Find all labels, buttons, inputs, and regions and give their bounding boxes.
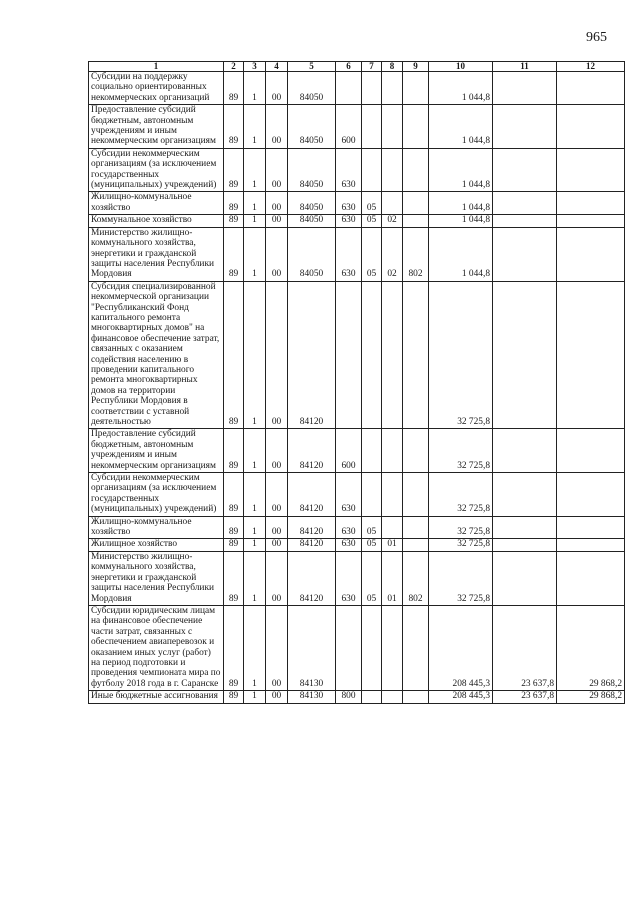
item-name-cell: Субсидия специализированной некоммерческой организации "Республиканский Фонд капитального ремонта многоквартирных домов" на финансовое обеспечение затрат, связанных с оказанием содействия населению в проведении капитального ремонта многоквартирных домов на территории Республики Мордовия в соответствии с уставной деятельностью	[89, 281, 224, 429]
code-cell: 00	[266, 429, 288, 473]
code-cell: 600	[336, 429, 362, 473]
code-cell: 89	[224, 192, 244, 215]
amount-cell: 32 725,8	[429, 539, 493, 551]
code-cell: 89	[224, 551, 244, 605]
table-row	[89, 227, 625, 281]
amount-cell	[557, 539, 625, 551]
code-cell	[403, 473, 429, 517]
code-cell: 1	[244, 227, 266, 281]
amount-cell	[557, 473, 625, 517]
amount-cell: 208 445,3	[429, 691, 493, 703]
amount-cell: 208 445,3	[429, 605, 493, 690]
code-cell: 00	[266, 551, 288, 605]
amount-cell: 1 044,8	[429, 105, 493, 149]
code-cell: 1	[244, 516, 266, 539]
code-cell: 89	[224, 539, 244, 551]
table-row	[89, 105, 625, 149]
amount-cell: 1 044,8	[429, 215, 493, 227]
item-name-cell: Субсидии на поддержку социально ориентированных некоммерческих организаций	[89, 72, 224, 105]
code-cell: 89	[224, 691, 244, 703]
code-cell	[403, 516, 429, 539]
code-cell: 630	[336, 551, 362, 605]
code-cell: 00	[266, 605, 288, 690]
code-cell: 01	[382, 551, 403, 605]
code-cell	[403, 281, 429, 429]
code-cell	[336, 605, 362, 690]
table-row	[89, 516, 625, 539]
code-cell	[382, 691, 403, 703]
item-name-cell: Предоставление субсидий бюджетным, автономным учреждениям и иным некоммерческим организациям	[89, 105, 224, 149]
code-cell: 84120	[288, 429, 336, 473]
code-cell	[336, 72, 362, 105]
code-cell: 1	[244, 539, 266, 551]
code-cell: 84120	[288, 281, 336, 429]
code-cell	[362, 148, 382, 192]
code-cell	[382, 605, 403, 690]
code-cell: 630	[336, 473, 362, 517]
amount-cell	[557, 429, 625, 473]
code-cell: 1	[244, 281, 266, 429]
code-cell: 05	[362, 227, 382, 281]
code-cell	[403, 72, 429, 105]
code-cell: 89	[224, 72, 244, 105]
table-row	[89, 215, 625, 227]
code-cell: 1	[244, 148, 266, 192]
code-cell	[382, 516, 403, 539]
code-cell: 00	[266, 281, 288, 429]
amount-cell: 23 637,8	[493, 691, 557, 703]
code-cell: 1	[244, 551, 266, 605]
code-cell: 84130	[288, 605, 336, 690]
code-cell: 84130	[288, 691, 336, 703]
budget-table	[88, 61, 625, 704]
amount-cell	[493, 281, 557, 429]
column-header: 12	[557, 62, 625, 72]
code-cell	[403, 148, 429, 192]
code-cell: 630	[336, 192, 362, 215]
code-cell	[382, 429, 403, 473]
table-row	[89, 605, 625, 690]
code-cell	[362, 105, 382, 149]
code-cell	[382, 148, 403, 192]
amount-cell	[493, 192, 557, 215]
code-cell	[403, 429, 429, 473]
code-cell: 89	[224, 516, 244, 539]
amount-cell	[557, 516, 625, 539]
header-row	[89, 62, 625, 72]
item-name-cell: Министерство жилищно-коммунального хозяйства, энергетики и гражданской защиты населения Республики Мордовия	[89, 227, 224, 281]
amount-cell	[493, 429, 557, 473]
code-cell	[382, 281, 403, 429]
item-name-cell: Субсидии некоммерческим организациям (за исключением государственных (муниципальных) учреждений)	[89, 148, 224, 192]
code-cell: 00	[266, 227, 288, 281]
code-cell	[403, 691, 429, 703]
table-row	[89, 281, 625, 429]
code-cell: 00	[266, 516, 288, 539]
code-cell: 84050	[288, 148, 336, 192]
amount-cell	[557, 72, 625, 105]
item-name-cell: Иные бюджетные ассигнования	[89, 691, 224, 703]
code-cell	[336, 281, 362, 429]
code-cell	[403, 105, 429, 149]
code-cell: 05	[362, 516, 382, 539]
amount-cell	[493, 473, 557, 517]
code-cell: 00	[266, 72, 288, 105]
amount-cell: 32 725,8	[429, 429, 493, 473]
amount-cell: 29 868,2	[557, 605, 625, 690]
code-cell: 05	[362, 539, 382, 551]
amount-cell	[493, 516, 557, 539]
amount-cell	[557, 215, 625, 227]
column-header: 1	[89, 62, 224, 72]
code-cell: 84050	[288, 105, 336, 149]
code-cell: 1	[244, 72, 266, 105]
code-cell: 00	[266, 215, 288, 227]
amount-cell	[493, 215, 557, 227]
amount-cell: 1 044,8	[429, 227, 493, 281]
code-cell	[362, 473, 382, 517]
table-row	[89, 148, 625, 192]
code-cell: 630	[336, 227, 362, 281]
code-cell: 84120	[288, 516, 336, 539]
page-number: 965	[586, 30, 607, 45]
code-cell	[382, 192, 403, 215]
code-cell	[382, 105, 403, 149]
code-cell: 89	[224, 148, 244, 192]
code-cell: 00	[266, 105, 288, 149]
code-cell: 89	[224, 473, 244, 517]
code-cell: 89	[224, 605, 244, 690]
code-cell	[362, 72, 382, 105]
column-header: 10	[429, 62, 493, 72]
amount-cell	[557, 281, 625, 429]
code-cell	[382, 473, 403, 517]
code-cell: 84120	[288, 539, 336, 551]
code-cell: 02	[382, 215, 403, 227]
code-cell: 600	[336, 105, 362, 149]
item-name-cell: Жилищное хозяйство	[89, 539, 224, 551]
code-cell: 630	[336, 516, 362, 539]
code-cell: 630	[336, 148, 362, 192]
code-cell: 00	[266, 539, 288, 551]
item-name-cell: Субсидии некоммерческим организациям (за исключением государственных (муниципальных) учреждений)	[89, 473, 224, 517]
code-cell: 1	[244, 691, 266, 703]
code-cell: 1	[244, 473, 266, 517]
table-row	[89, 429, 625, 473]
code-cell: 89	[224, 105, 244, 149]
amount-cell	[493, 105, 557, 149]
table-row	[89, 192, 625, 215]
amount-cell: 1 044,8	[429, 192, 493, 215]
code-cell: 89	[224, 215, 244, 227]
code-cell	[403, 215, 429, 227]
amount-cell	[557, 227, 625, 281]
amount-cell	[557, 551, 625, 605]
code-cell: 84050	[288, 227, 336, 281]
code-cell: 89	[224, 429, 244, 473]
column-header: 11	[493, 62, 557, 72]
code-cell	[403, 192, 429, 215]
table-row	[89, 539, 625, 551]
code-cell: 800	[336, 691, 362, 703]
amount-cell: 1 044,8	[429, 148, 493, 192]
code-cell: 630	[336, 215, 362, 227]
code-cell: 1	[244, 215, 266, 227]
code-cell	[362, 429, 382, 473]
amount-cell	[557, 105, 625, 149]
table-row	[89, 473, 625, 517]
code-cell: 84120	[288, 473, 336, 517]
column-header: 9	[403, 62, 429, 72]
amount-cell: 32 725,8	[429, 473, 493, 517]
code-cell	[362, 281, 382, 429]
code-cell: 89	[224, 227, 244, 281]
code-cell: 01	[382, 539, 403, 551]
amount-cell: 32 725,8	[429, 281, 493, 429]
code-cell: 84120	[288, 551, 336, 605]
amount-cell: 32 725,8	[429, 516, 493, 539]
amount-cell	[557, 192, 625, 215]
code-cell: 802	[403, 227, 429, 281]
code-cell	[403, 605, 429, 690]
table-row	[89, 551, 625, 605]
column-header: 5	[288, 62, 336, 72]
amount-cell: 23 637,8	[493, 605, 557, 690]
code-cell	[403, 539, 429, 551]
amount-cell	[493, 551, 557, 605]
code-cell	[362, 691, 382, 703]
code-cell: 05	[362, 215, 382, 227]
column-header: 3	[244, 62, 266, 72]
code-cell	[362, 605, 382, 690]
table-row	[89, 691, 625, 703]
code-cell: 1	[244, 192, 266, 215]
amount-cell	[493, 148, 557, 192]
amount-cell	[493, 227, 557, 281]
amount-cell: 32 725,8	[429, 551, 493, 605]
column-header: 2	[224, 62, 244, 72]
item-name-cell: Предоставление субсидий бюджетным, автономным учреждениям и иным некоммерческим организациям	[89, 429, 224, 473]
column-header: 8	[382, 62, 403, 72]
code-cell: 00	[266, 473, 288, 517]
column-header: 7	[362, 62, 382, 72]
amount-cell	[493, 72, 557, 105]
table-body	[89, 72, 625, 704]
code-cell: 89	[224, 281, 244, 429]
column-header: 6	[336, 62, 362, 72]
item-name-cell: Коммунальное хозяйство	[89, 215, 224, 227]
code-cell	[382, 72, 403, 105]
item-name-cell: Жилищно-коммунальное хозяйство	[89, 516, 224, 539]
code-cell: 05	[362, 551, 382, 605]
code-cell: 1	[244, 105, 266, 149]
amount-cell	[493, 539, 557, 551]
amount-cell: 29 868,2	[557, 691, 625, 703]
table-row	[89, 72, 625, 105]
column-header: 4	[266, 62, 288, 72]
item-name-cell: Министерство жилищно-коммунального хозяйства, энергетики и гражданской защиты населения Республики Мордовия	[89, 551, 224, 605]
code-cell: 1	[244, 429, 266, 473]
code-cell: 1	[244, 605, 266, 690]
amount-cell	[557, 148, 625, 192]
code-cell: 802	[403, 551, 429, 605]
code-cell: 84050	[288, 192, 336, 215]
code-cell: 00	[266, 691, 288, 703]
code-cell: 00	[266, 148, 288, 192]
item-name-cell: Жилищно-коммунальное хозяйство	[89, 192, 224, 215]
code-cell: 84050	[288, 72, 336, 105]
item-name-cell: Субсидии юридическим лицам на финансовое обеспечение части затрат, связанных с обеспечением авиаперевозок и оказанием иных услуг (работ) на период подготовки и проведения чемпионата мира по футболу 2018 года в г. Саранске	[89, 605, 224, 690]
code-cell: 02	[382, 227, 403, 281]
code-cell: 630	[336, 539, 362, 551]
amount-cell: 1 044,8	[429, 72, 493, 105]
code-cell: 84050	[288, 215, 336, 227]
code-cell: 05	[362, 192, 382, 215]
code-cell: 00	[266, 192, 288, 215]
